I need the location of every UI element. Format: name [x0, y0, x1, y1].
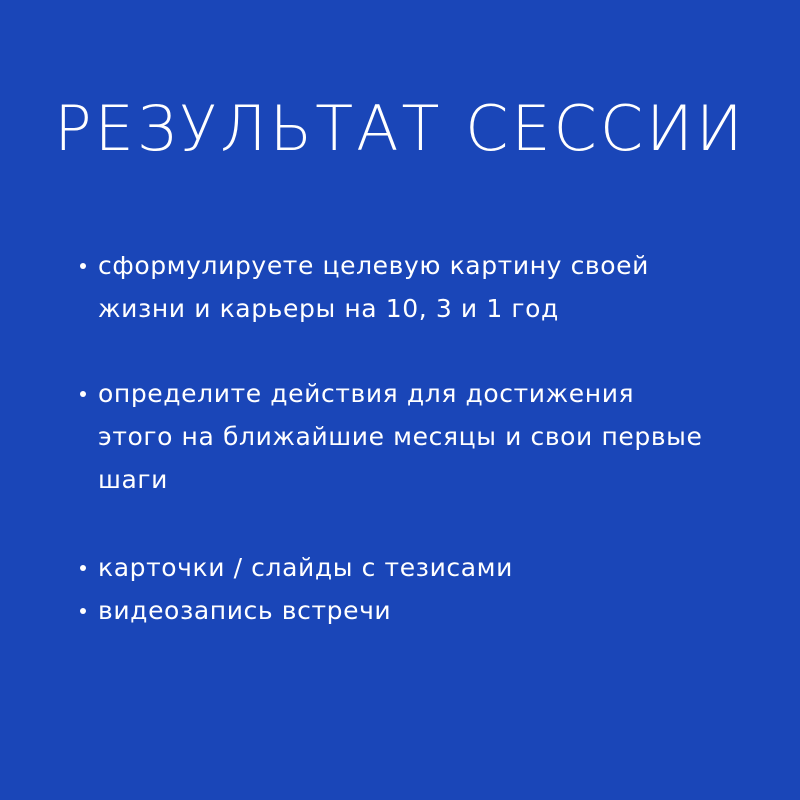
result-list	[78, 372, 758, 501]
list-item-line: определите действия для достижения	[98, 379, 635, 408]
list-item	[78, 589, 758, 632]
list-item-line: сформулируете целевую картину своей	[98, 251, 649, 280]
page-title: РЕЗУЛЬТАТ СЕССИИ	[54, 92, 746, 165]
list-item-line: карточки / слайды с тезисами	[98, 553, 513, 582]
bullet-dot-icon	[80, 608, 86, 614]
list-item	[78, 372, 758, 501]
result-list	[78, 244, 758, 330]
list-item-line: видеозапись встречи	[98, 596, 392, 625]
result-list	[78, 546, 758, 632]
bullet-dot-icon	[80, 391, 86, 397]
bullet-dot-icon	[80, 263, 86, 269]
list-item	[78, 244, 758, 330]
list-item-line: шаги	[98, 465, 168, 494]
list-item	[78, 546, 758, 589]
bullet-dot-icon	[80, 565, 86, 571]
list-item-line: этого на ближайшие месяцы и свои первые	[98, 422, 703, 451]
list-item-line: жизни и карьеры на 10, 3 и 1 год	[98, 294, 559, 323]
